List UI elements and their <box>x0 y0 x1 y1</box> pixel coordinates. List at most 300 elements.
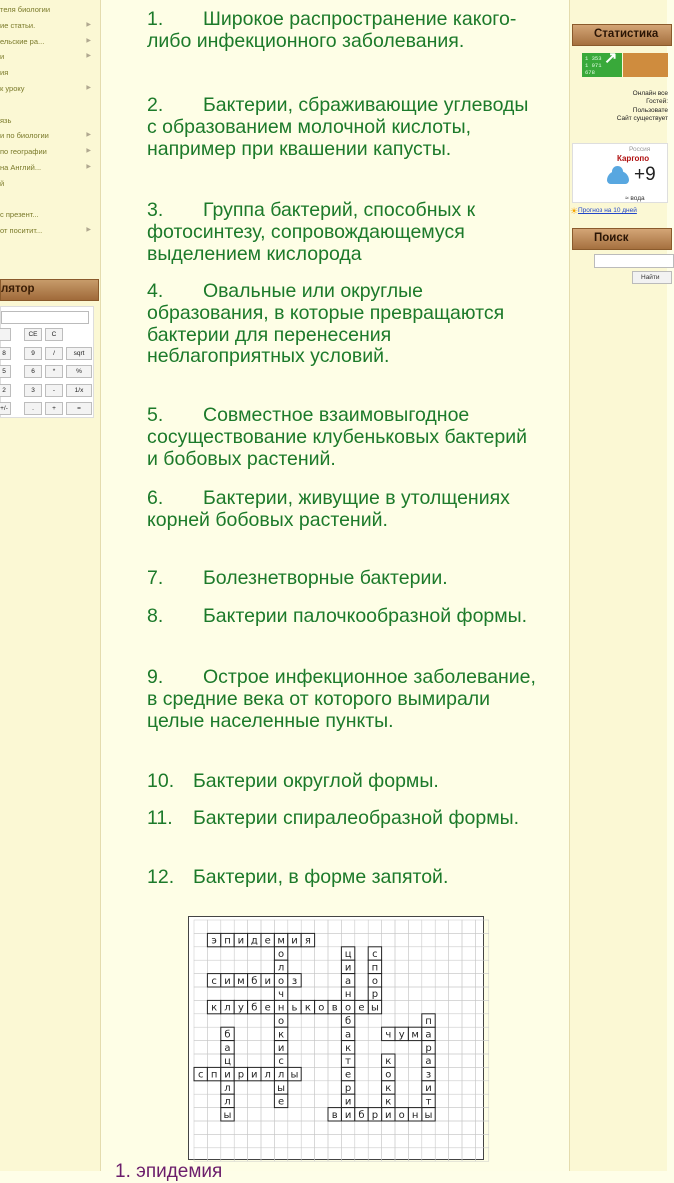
crossword-cell[interactable] <box>341 1014 354 1027</box>
grid-cell <box>422 920 435 933</box>
crossword-cell[interactable] <box>234 1000 247 1013</box>
grid-cell <box>368 1081 381 1094</box>
crossword-cell[interactable] <box>328 1108 341 1121</box>
definition-item <box>147 808 519 830</box>
sidebar-menu-label: и <box>0 52 5 62</box>
crossword-letter: м <box>411 1029 419 1041</box>
grid-cell <box>408 1081 421 1094</box>
calculator-key[interactable]: 9 <box>24 347 42 360</box>
crossword-cell[interactable] <box>274 1081 287 1094</box>
grid-cell <box>422 1148 435 1161</box>
definition-number: 5. <box>147 404 164 426</box>
weather-temp: +9 <box>634 164 656 185</box>
grid-cell <box>475 987 488 1000</box>
crossword-cell[interactable] <box>248 1067 261 1080</box>
grid-cell <box>221 947 234 960</box>
sidebar-menu-label: с презент... <box>0 210 39 220</box>
crossword-cell[interactable] <box>207 1000 220 1013</box>
crossword-cell[interactable] <box>274 933 287 946</box>
chevron-right-icon: ▶ <box>86 132 91 139</box>
crossword-cell[interactable] <box>368 1108 381 1121</box>
grid-cell <box>315 1054 328 1067</box>
weather-widget[interactable] <box>572 143 668 203</box>
grid-cell <box>462 947 475 960</box>
crossword-cell[interactable] <box>221 1067 234 1080</box>
crossword-letter: ч <box>385 1029 392 1041</box>
definition-item <box>147 281 537 368</box>
grid-cell <box>248 1054 261 1067</box>
crossword-cell[interactable] <box>341 987 354 1000</box>
crossword-cell[interactable] <box>274 1054 287 1067</box>
crossword-letter: о <box>278 948 285 960</box>
calculator-title: лятор <box>1 283 35 295</box>
crossword-cell[interactable] <box>328 1000 341 1013</box>
statistics-header <box>572 24 672 46</box>
sidebar-menu-item[interactable] <box>0 65 100 81</box>
crossword-letter: с <box>278 1056 284 1068</box>
crossword-letter: о <box>398 1109 405 1121</box>
crossword-cell[interactable] <box>341 947 354 960</box>
grid-cell <box>315 960 328 973</box>
grid-cell <box>234 1148 247 1161</box>
crossword-cell[interactable] <box>341 1041 354 1054</box>
grid-cell <box>301 920 314 933</box>
crossword-cell[interactable] <box>274 1014 287 1027</box>
grid-cell <box>315 1121 328 1134</box>
crossword-letter: к <box>304 1002 311 1014</box>
crossword-cell[interactable] <box>261 1000 274 1013</box>
crossword-letter: ц <box>224 1056 231 1068</box>
sidebar-menu-item[interactable] <box>0 192 100 208</box>
crossword-cell[interactable] <box>288 974 301 987</box>
crossword-letter: у <box>398 1029 405 1041</box>
grid-cell <box>301 1148 314 1161</box>
crossword-letter: э <box>211 935 217 947</box>
crossword-letter: ы <box>277 1082 286 1094</box>
grid-cell <box>462 1121 475 1134</box>
grid-cell <box>462 1054 475 1067</box>
definition-number: 9. <box>147 666 164 688</box>
crossword-letter: ы <box>424 1109 433 1121</box>
crossword-letter: з <box>291 975 298 987</box>
grid-cell <box>234 947 247 960</box>
grid-cell <box>288 1108 301 1121</box>
grid-cell <box>475 1134 488 1147</box>
crossword-cell[interactable] <box>422 1027 435 1040</box>
crossword-cell[interactable] <box>248 933 261 946</box>
crossword-cell[interactable] <box>395 1108 408 1121</box>
crossword-cell[interactable] <box>261 933 274 946</box>
grid-cell <box>194 1094 207 1107</box>
sidebar-menu-label: от поситит... <box>0 226 43 236</box>
calculator-key[interactable]: 5 <box>0 365 11 378</box>
crossword-cell[interactable] <box>341 1000 354 1013</box>
crossword-letter: ь <box>291 1002 298 1014</box>
crossword-letter: м <box>237 975 245 987</box>
grid-cell <box>234 1134 247 1147</box>
grid-cell <box>328 960 341 973</box>
grid-cell <box>221 920 234 933</box>
crossword-cell[interactable] <box>207 1067 220 1080</box>
crossword-cell[interactable] <box>221 1027 234 1040</box>
grid-cell <box>395 947 408 960</box>
crossword-letter: п <box>371 962 379 974</box>
grid-cell <box>301 987 314 1000</box>
grid-cell <box>475 1067 488 1080</box>
grid-cell <box>194 1014 207 1027</box>
crossword-cell[interactable] <box>368 947 381 960</box>
crossword-cell[interactable] <box>382 1081 395 1094</box>
crossword-letter: е <box>278 1096 285 1108</box>
definition-item <box>147 867 448 889</box>
sidebar-menu-item[interactable] <box>0 113 100 129</box>
grid-cell <box>194 1041 207 1054</box>
crossword-cell[interactable] <box>221 933 234 946</box>
crossword-cell[interactable] <box>194 1067 207 1080</box>
cloud-icon <box>607 171 629 184</box>
calculator-key[interactable]: . <box>24 402 42 415</box>
sidebar-menu-item[interactable] <box>0 97 100 113</box>
sidebar-menu-label: на Англий... <box>0 162 42 172</box>
calculator-key[interactable]: = <box>66 402 92 415</box>
crossword-letter: о <box>278 975 285 987</box>
crossword-cell[interactable] <box>288 933 301 946</box>
grid-cell <box>449 1134 462 1147</box>
sidebar-menu-label: язь <box>0 115 12 125</box>
statistics-title: Статистика <box>594 28 659 40</box>
crossword-cell[interactable] <box>221 974 234 987</box>
grid-cell <box>328 1014 341 1027</box>
grid-cell <box>221 960 234 973</box>
grid-cell <box>207 1094 220 1107</box>
grid-cell <box>288 987 301 1000</box>
crossword-cell[interactable] <box>341 1108 354 1121</box>
grid-cell <box>248 1121 261 1134</box>
visit-counter[interactable] <box>582 50 622 77</box>
crossword-cell[interactable] <box>274 1067 287 1080</box>
crossword-letter: а <box>345 1029 352 1041</box>
grid-cell <box>475 1121 488 1134</box>
sidebar-menu-item[interactable] <box>0 223 100 239</box>
grid-cell <box>408 974 421 987</box>
crossword-cell[interactable] <box>248 974 261 987</box>
grid-cell <box>248 920 261 933</box>
grid-cell <box>475 933 488 946</box>
grid-cell <box>462 1094 475 1107</box>
crossword-letter: н <box>277 1002 285 1014</box>
crossword-cell[interactable] <box>382 1027 395 1040</box>
crossword-letter: в <box>331 1002 338 1014</box>
calculator-key[interactable]: 1/x <box>66 384 92 397</box>
grid-cell <box>355 920 368 933</box>
crossword-cell[interactable] <box>221 1108 234 1121</box>
crossword-letter: и <box>344 962 352 974</box>
crossword-cell[interactable] <box>221 1054 234 1067</box>
calculator-key[interactable]: + <box>45 402 63 415</box>
grid-cell <box>462 933 475 946</box>
sidebar-menu-item[interactable] <box>0 144 100 160</box>
grid-cell <box>395 1134 408 1147</box>
calculator-key[interactable]: 3 <box>24 384 42 397</box>
crossword-cell[interactable] <box>355 1108 368 1121</box>
crossword-cell[interactable] <box>221 1094 234 1107</box>
grid-cell <box>301 1134 314 1147</box>
sidebar-menu-item[interactable] <box>0 49 100 65</box>
search-button[interactable]: Найти <box>632 271 672 284</box>
grid-cell <box>408 920 421 933</box>
grid-cell <box>355 1067 368 1080</box>
grid-cell <box>475 1054 488 1067</box>
grid-cell <box>355 1054 368 1067</box>
grid-cell <box>408 960 421 973</box>
crossword-letter: с <box>211 975 217 987</box>
grid-cell <box>261 920 274 933</box>
sidebar-menu-item[interactable] <box>0 176 100 192</box>
crossword-cell[interactable] <box>368 987 381 1000</box>
crossword-cell[interactable] <box>408 1108 421 1121</box>
chevron-right-icon: ▶ <box>86 37 91 44</box>
grid-cell <box>234 1027 247 1040</box>
crossword-svg <box>189 917 485 1161</box>
grid-cell <box>194 1134 207 1147</box>
crossword-cell[interactable] <box>422 1094 435 1107</box>
grid-cell <box>475 947 488 960</box>
crossword-letter: л <box>224 1096 231 1108</box>
grid-cell <box>355 947 368 960</box>
definition-item <box>147 488 537 532</box>
grid-cell <box>207 960 220 973</box>
crossword-cell[interactable] <box>341 1027 354 1040</box>
grid-cell <box>328 1081 341 1094</box>
grid-cell <box>207 1054 220 1067</box>
sidebar-menu-item[interactable] <box>0 160 100 176</box>
crossword-letter: б <box>251 975 258 987</box>
grid-cell <box>368 1148 381 1161</box>
weather-city: Каргопо <box>617 154 650 163</box>
sidebar-menu-item[interactable] <box>0 18 100 34</box>
crossword-letter: с <box>372 948 378 960</box>
crossword-cell[interactable] <box>248 1000 261 1013</box>
sidebar-menu-label: по географии <box>0 147 47 157</box>
grid-cell <box>435 960 448 973</box>
crossword-cell[interactable] <box>382 1108 395 1121</box>
crossword-cell[interactable] <box>234 974 247 987</box>
crossword-letter: я <box>304 935 311 947</box>
rating-counter[interactable] <box>623 53 668 77</box>
grid-cell <box>261 1081 274 1094</box>
crossword-cell[interactable] <box>274 947 287 960</box>
definition-number: 7. <box>147 567 164 589</box>
crossword-letter: б <box>251 1002 258 1014</box>
grid-cell <box>475 974 488 987</box>
crossword-letter: б <box>224 1029 231 1041</box>
grid-cell <box>221 1014 234 1027</box>
crossword-cell[interactable] <box>422 1067 435 1080</box>
crossword-cell[interactable] <box>382 1094 395 1107</box>
calculator-key[interactable]: 6 <box>24 365 42 378</box>
calculator-key[interactable]: % <box>66 365 92 378</box>
search-input[interactable] <box>594 254 674 268</box>
crossword-cell[interactable] <box>261 974 274 987</box>
grid-cell <box>328 1067 341 1080</box>
definition-text: Группа бактерий, способных к фотосинтезу, сопровождающемуся выделением кислорода <box>147 199 476 265</box>
crossword-cell[interactable] <box>341 1081 354 1094</box>
crossword-cell[interactable] <box>341 960 354 973</box>
sidebar-menu-item[interactable] <box>0 34 100 50</box>
crossword-cell[interactable] <box>221 1081 234 1094</box>
calculator-key[interactable]: 2 <box>0 384 11 397</box>
grid-cell <box>462 1067 475 1080</box>
grid-cell <box>207 1134 220 1147</box>
sidebar-menu-item[interactable] <box>0 2 100 18</box>
crossword-cell[interactable] <box>422 1041 435 1054</box>
crossword-letter: и <box>344 1109 352 1121</box>
crossword-cell[interactable] <box>274 1027 287 1040</box>
crossword-cell[interactable] <box>408 1027 421 1040</box>
forecast-link[interactable]: Прогноз на 10 дней <box>578 207 637 214</box>
crossword-cell[interactable] <box>368 974 381 987</box>
calculator-key[interactable] <box>0 328 11 341</box>
grid-cell <box>435 947 448 960</box>
definition-text: Бактерии, живущие в утолщениях корней бобовых растений. <box>147 487 510 531</box>
grid-cell <box>408 1134 421 1147</box>
calculator-key[interactable]: +/- <box>0 402 11 415</box>
crossword-cell[interactable] <box>288 1067 301 1080</box>
crossword-cell[interactable] <box>382 1054 395 1067</box>
calculator-key[interactable]: / <box>45 347 63 360</box>
crossword-letter: л <box>277 962 285 974</box>
definition-number: 4. <box>147 280 164 302</box>
calculator-key[interactable]: C <box>45 328 63 341</box>
grid-cell <box>261 1054 274 1067</box>
grid-cell <box>408 1014 421 1027</box>
grid-cell <box>422 1000 435 1013</box>
grid-cell <box>341 1134 354 1147</box>
definition-text: Бактерии, сбраживающие углеводы с образованием молочной кислоты, например при квашении капусты. <box>147 94 529 160</box>
grid-cell <box>248 1081 261 1094</box>
sidebar-menu-item[interactable] <box>0 81 100 97</box>
grid-cell <box>207 920 220 933</box>
crossword-cell[interactable] <box>341 974 354 987</box>
crossword-cell[interactable] <box>341 1067 354 1080</box>
crossword-letter: п <box>224 935 231 947</box>
crossword-cell[interactable] <box>274 1041 287 1054</box>
search-header <box>572 228 672 250</box>
grid-cell <box>355 1041 368 1054</box>
crossword-cell[interactable] <box>261 1067 274 1080</box>
counter-digit-2: 1 071 <box>585 62 602 69</box>
grid-cell <box>261 987 274 1000</box>
crossword-cell[interactable] <box>368 960 381 973</box>
definition-number: 12. <box>147 866 175 888</box>
crossword-cell[interactable] <box>221 1000 234 1013</box>
calculator-key[interactable]: CE <box>24 328 42 341</box>
definition-item <box>147 405 537 470</box>
crossword-cell[interactable] <box>274 960 287 973</box>
grid-cell <box>261 960 274 973</box>
crossword-cell[interactable] <box>221 1041 234 1054</box>
crossword-cell[interactable] <box>234 1067 247 1080</box>
grid-cell <box>449 1108 462 1121</box>
crossword-cell[interactable] <box>368 1000 381 1013</box>
crossword-cell[interactable] <box>234 933 247 946</box>
crossword-cell[interactable] <box>355 1000 368 1013</box>
grid-cell <box>382 933 395 946</box>
grid-cell <box>341 1148 354 1161</box>
crossword-cell[interactable] <box>301 1000 314 1013</box>
grid-cell <box>315 1027 328 1040</box>
crossword-cell[interactable] <box>422 1081 435 1094</box>
grid-cell <box>435 1000 448 1013</box>
grid-cell <box>248 1148 261 1161</box>
crossword-letter: е <box>264 1002 271 1014</box>
grid-cell <box>315 1148 328 1161</box>
grid-cell <box>341 1121 354 1134</box>
crossword-cell[interactable] <box>274 987 287 1000</box>
crossword-cell[interactable] <box>274 1000 287 1013</box>
crossword-cell[interactable] <box>301 933 314 946</box>
grid-cell <box>435 1134 448 1147</box>
crossword-cell[interactable] <box>274 1094 287 1107</box>
crossword-cell[interactable] <box>288 1000 301 1013</box>
crossword-letter: и <box>224 1069 231 1081</box>
grid-cell <box>301 1081 314 1094</box>
grid-cell <box>288 1134 301 1147</box>
grid-cell <box>475 1014 488 1027</box>
crossword-letter: л <box>264 1069 271 1081</box>
crossword-cell[interactable] <box>341 1094 354 1107</box>
crossword-cell[interactable] <box>422 1014 435 1027</box>
definition-number: 10. <box>147 770 175 792</box>
chevron-right-icon: ▶ <box>86 53 91 60</box>
grid-cell <box>462 1041 475 1054</box>
calculator-key[interactable]: * <box>45 365 63 378</box>
crossword-cell[interactable] <box>395 1027 408 1040</box>
crossword-cell[interactable] <box>207 974 220 987</box>
grid-cell <box>395 933 408 946</box>
grid-cell <box>475 1148 488 1161</box>
grid-cell <box>475 1094 488 1107</box>
crossword-cell[interactable] <box>422 1108 435 1121</box>
definition-text: Овальные или округлые образования, в которые превращаются бактерии для перенесения неблагоприятных условий. <box>147 280 505 368</box>
grid-cell <box>315 974 328 987</box>
grid-cell <box>368 1041 381 1054</box>
crossword-cell[interactable] <box>207 933 220 946</box>
grid-cell <box>248 1014 261 1027</box>
crossword-cell[interactable] <box>274 974 287 987</box>
calculator-key[interactable]: 8 <box>0 347 11 360</box>
crossword-cell[interactable] <box>341 1054 354 1067</box>
crossword-letter: и <box>385 1109 392 1121</box>
sidebar-menu-item[interactable] <box>0 128 100 144</box>
crossword-letter: т <box>425 1096 432 1108</box>
calculator-display[interactable] <box>1 311 89 324</box>
calculator-key[interactable]: sqrt <box>66 347 92 360</box>
crossword-cell[interactable] <box>382 1067 395 1080</box>
stat-online: Онлайн все <box>632 90 668 97</box>
grid-cell <box>315 1014 328 1027</box>
crossword-cell[interactable] <box>315 1000 328 1013</box>
sidebar-menu-item[interactable] <box>0 207 100 223</box>
calculator-header <box>0 279 99 301</box>
grid-cell <box>408 1000 421 1013</box>
grid-cell <box>221 1121 234 1134</box>
crossword-cell[interactable] <box>422 1054 435 1067</box>
calculator-key[interactable]: - <box>45 384 63 397</box>
sidebar-menu-label: ельские ра... <box>0 36 45 46</box>
grid-cell <box>234 1041 247 1054</box>
grid-cell <box>261 947 274 960</box>
